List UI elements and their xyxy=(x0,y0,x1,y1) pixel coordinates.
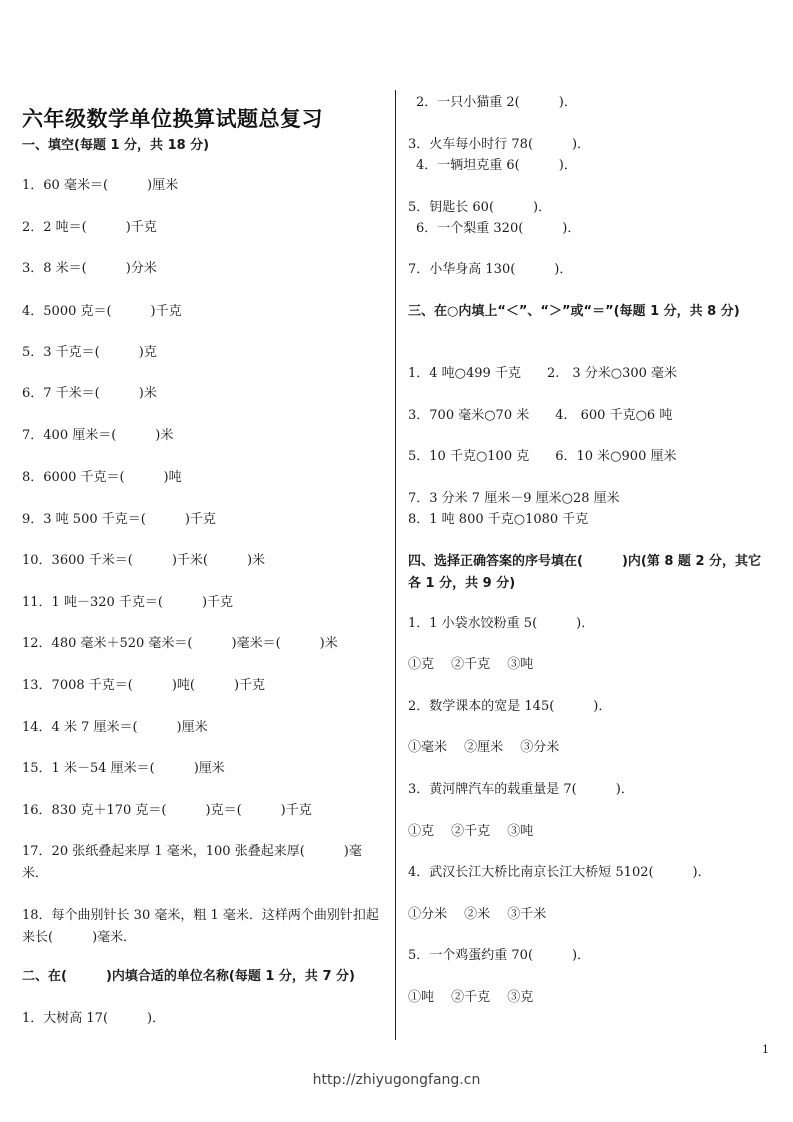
fill-blank-item: 9．3 吨 500 千克＝( )千克 xyxy=(22,512,216,527)
fill-blank-item: 8．6000 千克＝( )吨 xyxy=(22,470,182,485)
choice-options: ①毫米 ②厘米 ③分米 xyxy=(408,740,560,755)
unit-name-item: 3．火车每小时行 78( )． xyxy=(408,137,591,152)
unit-name-item: 6．一个梨重 320( )． xyxy=(416,221,581,236)
choice-options: ①克 ②千克 ③吨 xyxy=(408,824,534,839)
fill-blank-item: 17．20 张纸叠起来厚 1 毫米，100 张叠起来厚( )毫米． xyxy=(22,844,362,881)
compare-item: 5．10 千克○100 克 6．10 米○900 厘米 xyxy=(408,449,677,464)
choice-options: ①克 ②千克 ③吨 xyxy=(408,657,534,672)
choice-options: ①分米 ②米 ③千米 xyxy=(408,907,547,922)
choice-question: 1．1 小袋水饺粉重 5( )． xyxy=(408,616,595,631)
fill-blank-item: 11．1 吨－320 千克＝( )千克 xyxy=(22,595,234,610)
fill-blank-item: 10．3600 千米＝( )千米( )米 xyxy=(22,553,266,568)
choice-question: 2．数学课本的宽是 145( )． xyxy=(408,699,612,714)
section-4-heading: 四、选择正确答案的序号填在( )内(第 8 题 2 分，其它各 1 分，共 9 分) xyxy=(408,554,762,591)
choice-question: 3．黄河牌汽车的载重量是 7( )． xyxy=(408,782,634,797)
fill-blank-item: 13．7008 千克＝( )吨( )千克 xyxy=(22,678,266,693)
section-1-heading: 一、填空(每题 1 分，共 18 分) xyxy=(22,138,210,153)
unit-name-item: 5．钥匙长 60( )． xyxy=(408,200,552,215)
fill-blank-item: 12．480 毫米＋520 毫米＝( )毫米＝( )米 xyxy=(22,636,338,651)
unit-name-item: 7．小华身高 130( )． xyxy=(408,262,573,277)
unit-name-item: 2．一只小猫重 2( )． xyxy=(416,95,577,110)
choice-question: 5．一个鸡蛋约重 70( )． xyxy=(408,948,591,963)
fill-blank-item: 6．7 千米＝( )米 xyxy=(22,386,157,401)
footer-url[interactable]: http://zhiyugongfang.cn xyxy=(312,1072,481,1088)
unit-name-item: 4．一辆坦克重 6( )． xyxy=(416,158,577,173)
unit-name-item: 1．大树高 17( )． xyxy=(22,1011,166,1026)
fill-blank-item: 4．5000 克＝( )千克 xyxy=(22,304,182,319)
compare-item: 8．1 吨 800 千克○1080 千克 xyxy=(408,512,589,527)
fill-blank-item: 16．830 克＋170 克＝( )克＝( )千克 xyxy=(22,803,312,818)
page-title: 六年级数学单位换算试题总复习 xyxy=(22,107,323,131)
fill-blank-item: 2．2 吨＝( )千克 xyxy=(22,220,157,235)
compare-item: 1．4 吨○499 千克 2. 3 分米○300 毫米 xyxy=(408,366,678,381)
page-number: 1 xyxy=(762,1043,769,1056)
fill-blank-item: 3．8 米＝( )分米 xyxy=(22,261,157,276)
fill-blank-item: 18．每个曲别针长 30 毫米，粗 1 毫米．这样两个曲别针扣起来长( )毫米． xyxy=(22,908,379,945)
choice-question: 4．武汉长江大桥比南京长江大桥短 5102( )． xyxy=(408,865,711,880)
fill-blank-item: 14．4 米 7 厘米＝( )厘米 xyxy=(22,720,208,735)
fill-blank-item: 1．60 毫米＝( )厘米 xyxy=(22,178,179,193)
fill-blank-item: 15．1 米－54 厘米＝( )厘米 xyxy=(22,761,225,776)
compare-item: 7．3 分米 7 厘米－9 厘米○28 厘米 xyxy=(408,491,620,506)
fill-blank-item: 7．400 厘米＝( )米 xyxy=(22,428,174,443)
choice-options: ①吨 ②千克 ③克 xyxy=(408,990,534,1005)
section-2-heading: 二、在( )内填合适的单位名称(每题 1 分，共 7 分) xyxy=(22,969,355,984)
section-3-heading: 三、在○内填上“＜”、“＞”或“＝”(每题 1 分，共 8 分) xyxy=(408,304,740,319)
column-divider xyxy=(395,90,396,1040)
fill-blank-item: 5．3 千克＝( )克 xyxy=(22,345,157,360)
compare-item: 3．700 毫米○70 米 4. 600 千克○6 吨 xyxy=(408,408,673,423)
